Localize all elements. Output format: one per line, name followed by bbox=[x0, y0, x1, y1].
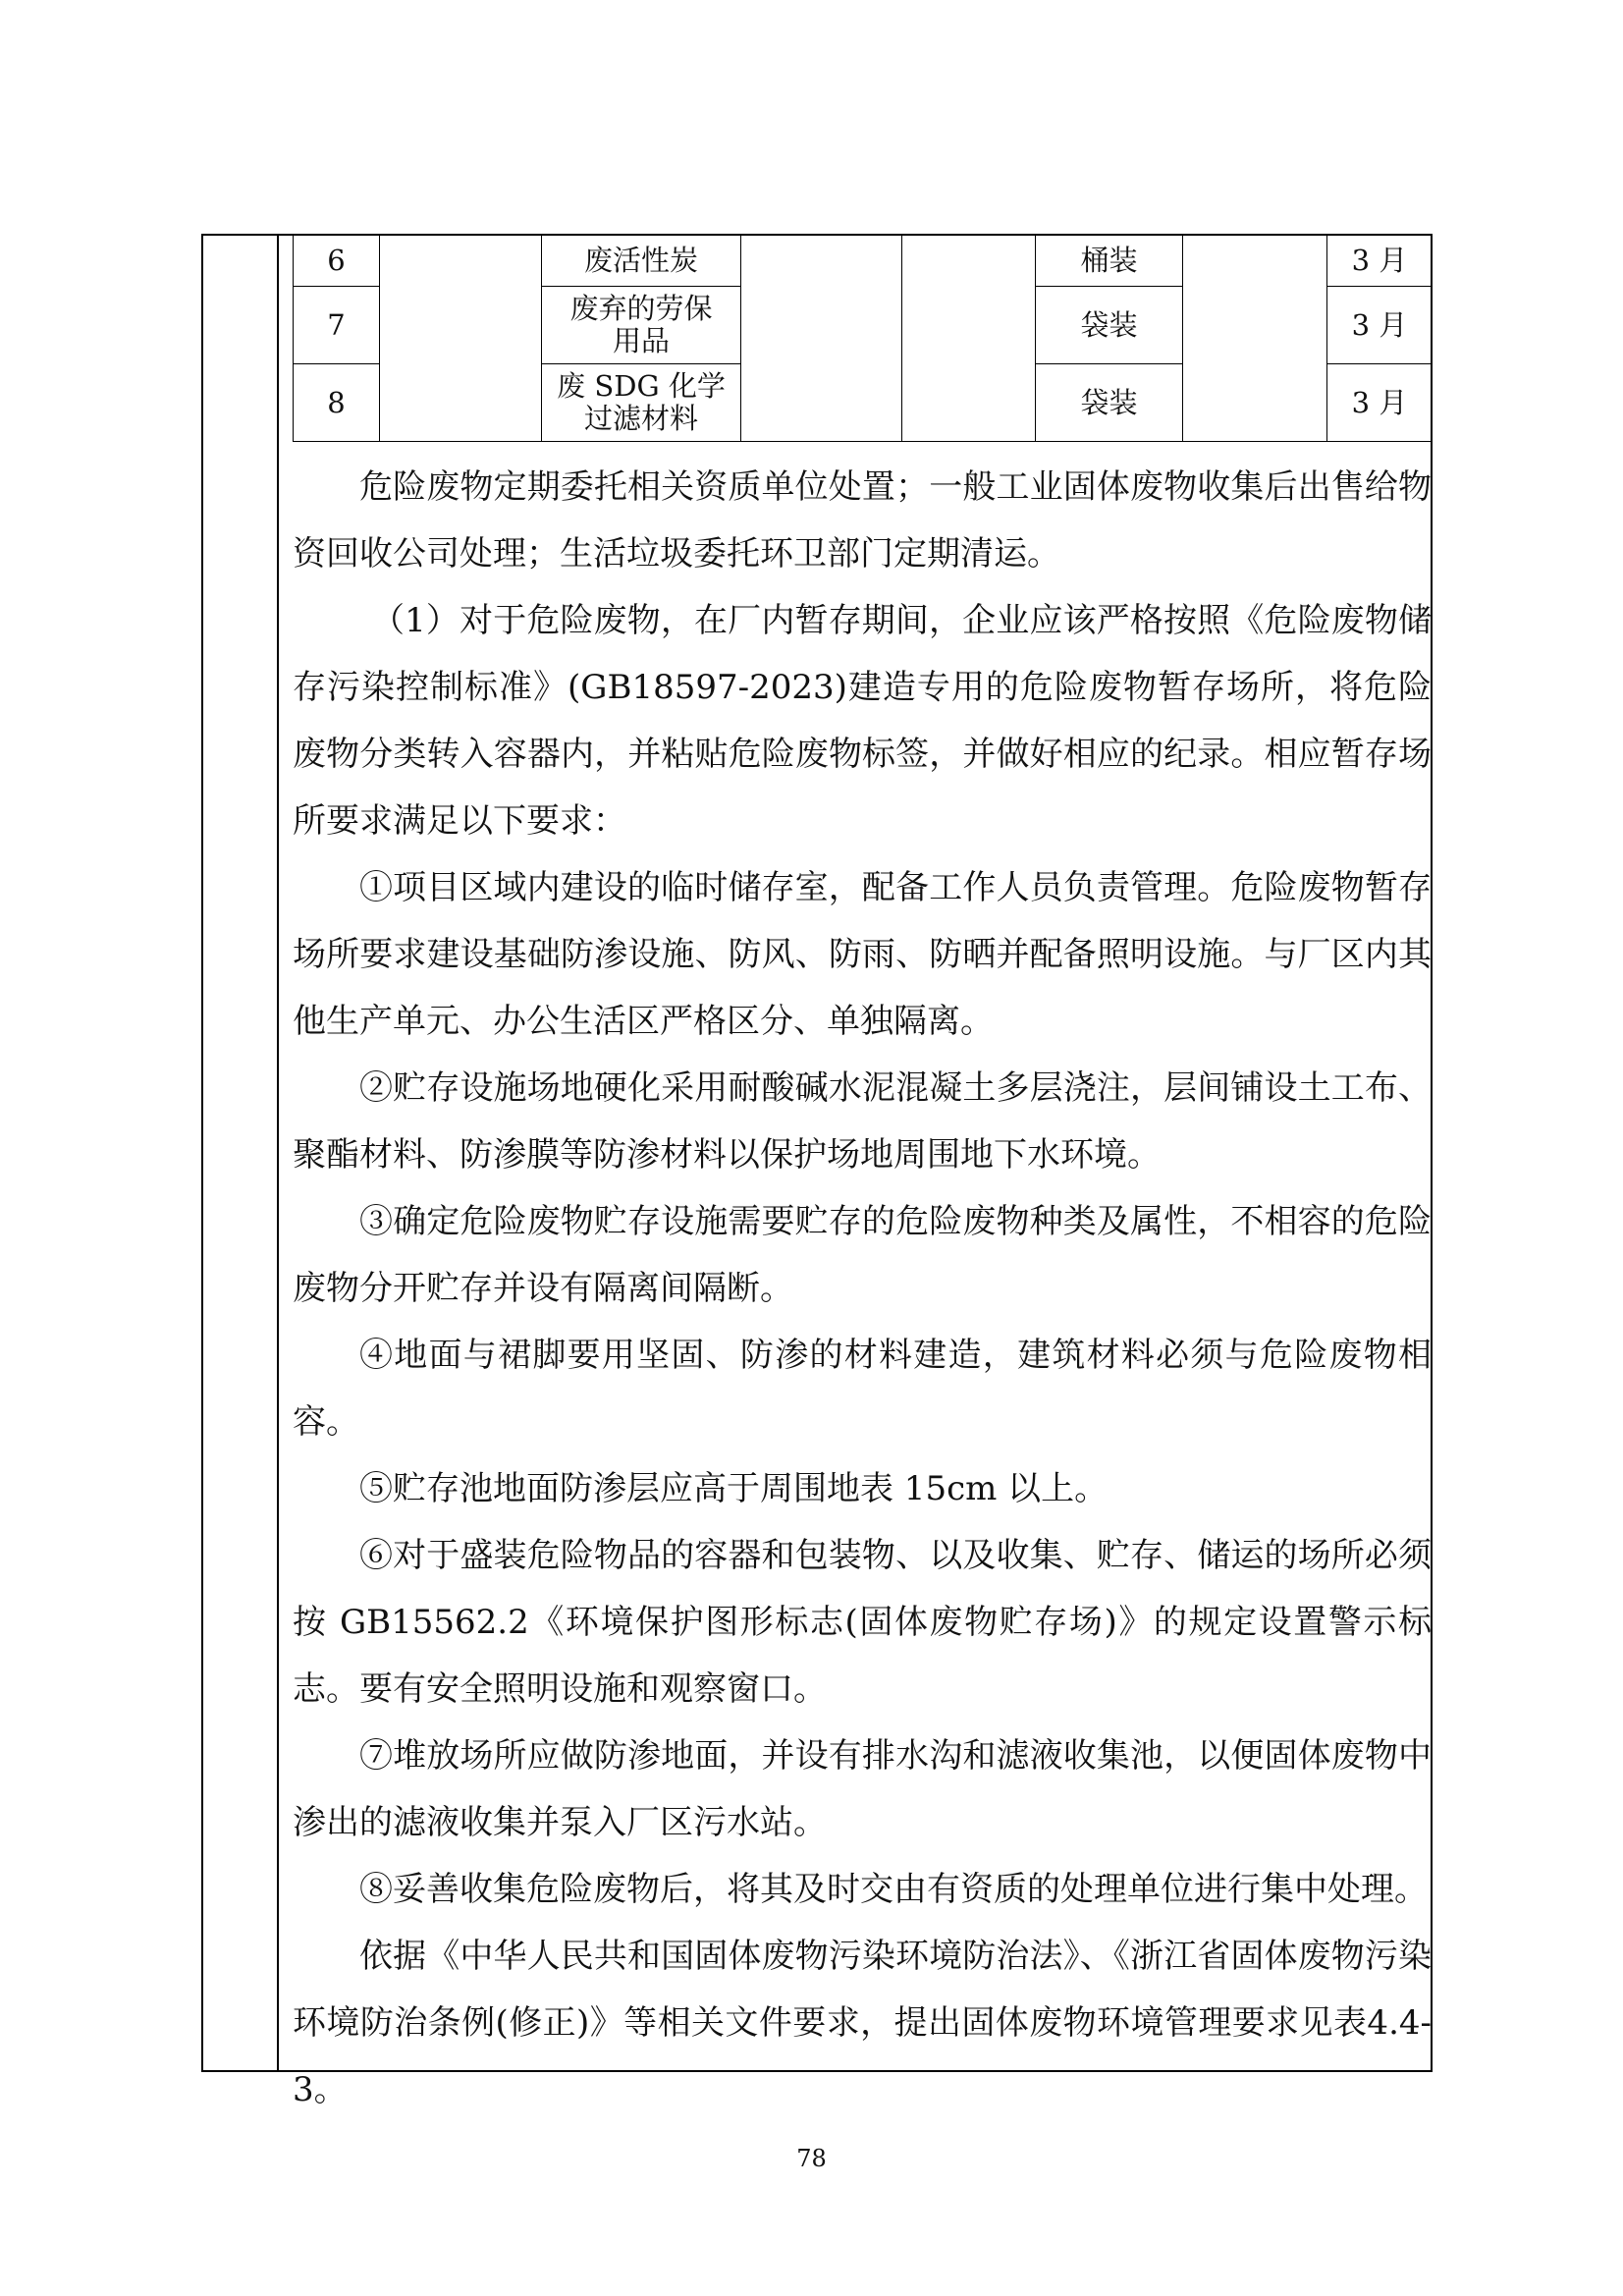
paragraph-item-1: ①项目区域内建设的临时储存室，配备工作人员负责管理。危险废物暂存场所要求建设基础防渗设施、防风、防雨、防晒并配备照明设施。与厂区内其他生产单元、办公生活区严格区分、单独隔离。 bbox=[293, 868, 1432, 1041]
packaging: 桶装 bbox=[1036, 235, 1183, 287]
empty-cell bbox=[741, 235, 902, 442]
paragraph-item-4: ④地面与裙脚要用坚固、防渗的材料建造，建筑材料必须与危险废物相容。 bbox=[293, 1336, 1432, 1442]
waste-name bbox=[542, 287, 741, 364]
paragraph-item-7: ⑦堆放场所应做防渗地面，并设有排水沟和滤液收集池，以便固体废物中渗出的滤液收集并泵入厂区污水站。 bbox=[293, 1736, 1432, 1842]
paragraph-item-8: ⑧妥善收集危险废物后，将其及时交由有资质的处理单位进行集中处理。 bbox=[359, 1870, 1428, 1909]
paragraph-item-6: ⑥对于盛装危险物品的容器和包装物、以及收集、贮存、储运的场所必须按 GB15562.2《环境保护图形标志(固体废物贮存场)》的规定设置警示标志。要有安全照明设施和观察窗口。 bbox=[293, 1536, 1432, 1709]
waste-table bbox=[293, 235, 1433, 442]
waste-name: 废活性炭 bbox=[542, 235, 741, 287]
paragraph-regulations: 依据《中华人民共和国固体废物污染环境防治法》、《浙江省固体废物污染环境防治条例(修正)》等相关文件要求，提出固体废物环境管理要求见表4.4-3。 bbox=[293, 1937, 1432, 2109]
waste-name-line: 用品 bbox=[612, 324, 670, 357]
row-number: 6 bbox=[294, 235, 380, 287]
storage-cycle: 3 月 bbox=[1327, 364, 1433, 442]
frame-divider bbox=[277, 234, 279, 2072]
packaging: 袋装 bbox=[1036, 364, 1183, 442]
paragraph-disposal: 危险废物定期委托相关资质单位处置；一般工业固体废物收集后出售给物资回收公司处理；生活垃圾委托环卫部门定期清运。 bbox=[293, 467, 1432, 574]
empty-cell bbox=[380, 235, 542, 442]
empty-cell bbox=[902, 235, 1036, 442]
packaging: 袋装 bbox=[1036, 287, 1183, 364]
waste-name-line: 废 SDG 化学 bbox=[557, 369, 726, 403]
row-number: 7 bbox=[294, 287, 380, 364]
body-text bbox=[293, 454, 1432, 2123]
storage-cycle: 3 月 bbox=[1327, 287, 1433, 364]
waste-name-line: 废弃的劳保 bbox=[569, 292, 713, 325]
table-row bbox=[294, 235, 1433, 287]
waste-name bbox=[542, 364, 741, 442]
paragraph-hazardous-storage: （1）对于危险废物，在厂内暂存期间，企业应该严格按照《危险废物储存污染控制标准》(GB18597-2023)建造专用的危险废物暂存场所，将危险废物分类转入容器内，并粘贴危险废物标签，并做好相应的纪录。相应暂存场所要求满足以下要求： bbox=[293, 601, 1432, 841]
paragraph-item-3: ③确定危险废物贮存设施需要贮存的危险废物种类及属性，不相容的危险废物分开贮存并设有隔离间隔断。 bbox=[293, 1202, 1432, 1308]
page-number: 78 bbox=[796, 2145, 827, 2172]
paragraph-item-5: ⑤贮存池地面防渗层应高于周围地表 15cm 以上。 bbox=[359, 1469, 1109, 1508]
paragraph-item-2: ②贮存设施场地硬化采用耐酸碱水泥混凝土多层浇注，层间铺设土工布、聚酯材料、防渗膜等防渗材料以保护场地周围地下水环境。 bbox=[293, 1068, 1432, 1175]
empty-cell bbox=[1183, 235, 1327, 442]
storage-cycle: 3 月 bbox=[1327, 235, 1433, 287]
row-number: 8 bbox=[294, 364, 380, 442]
waste-name-line: 过滤材料 bbox=[583, 402, 698, 435]
